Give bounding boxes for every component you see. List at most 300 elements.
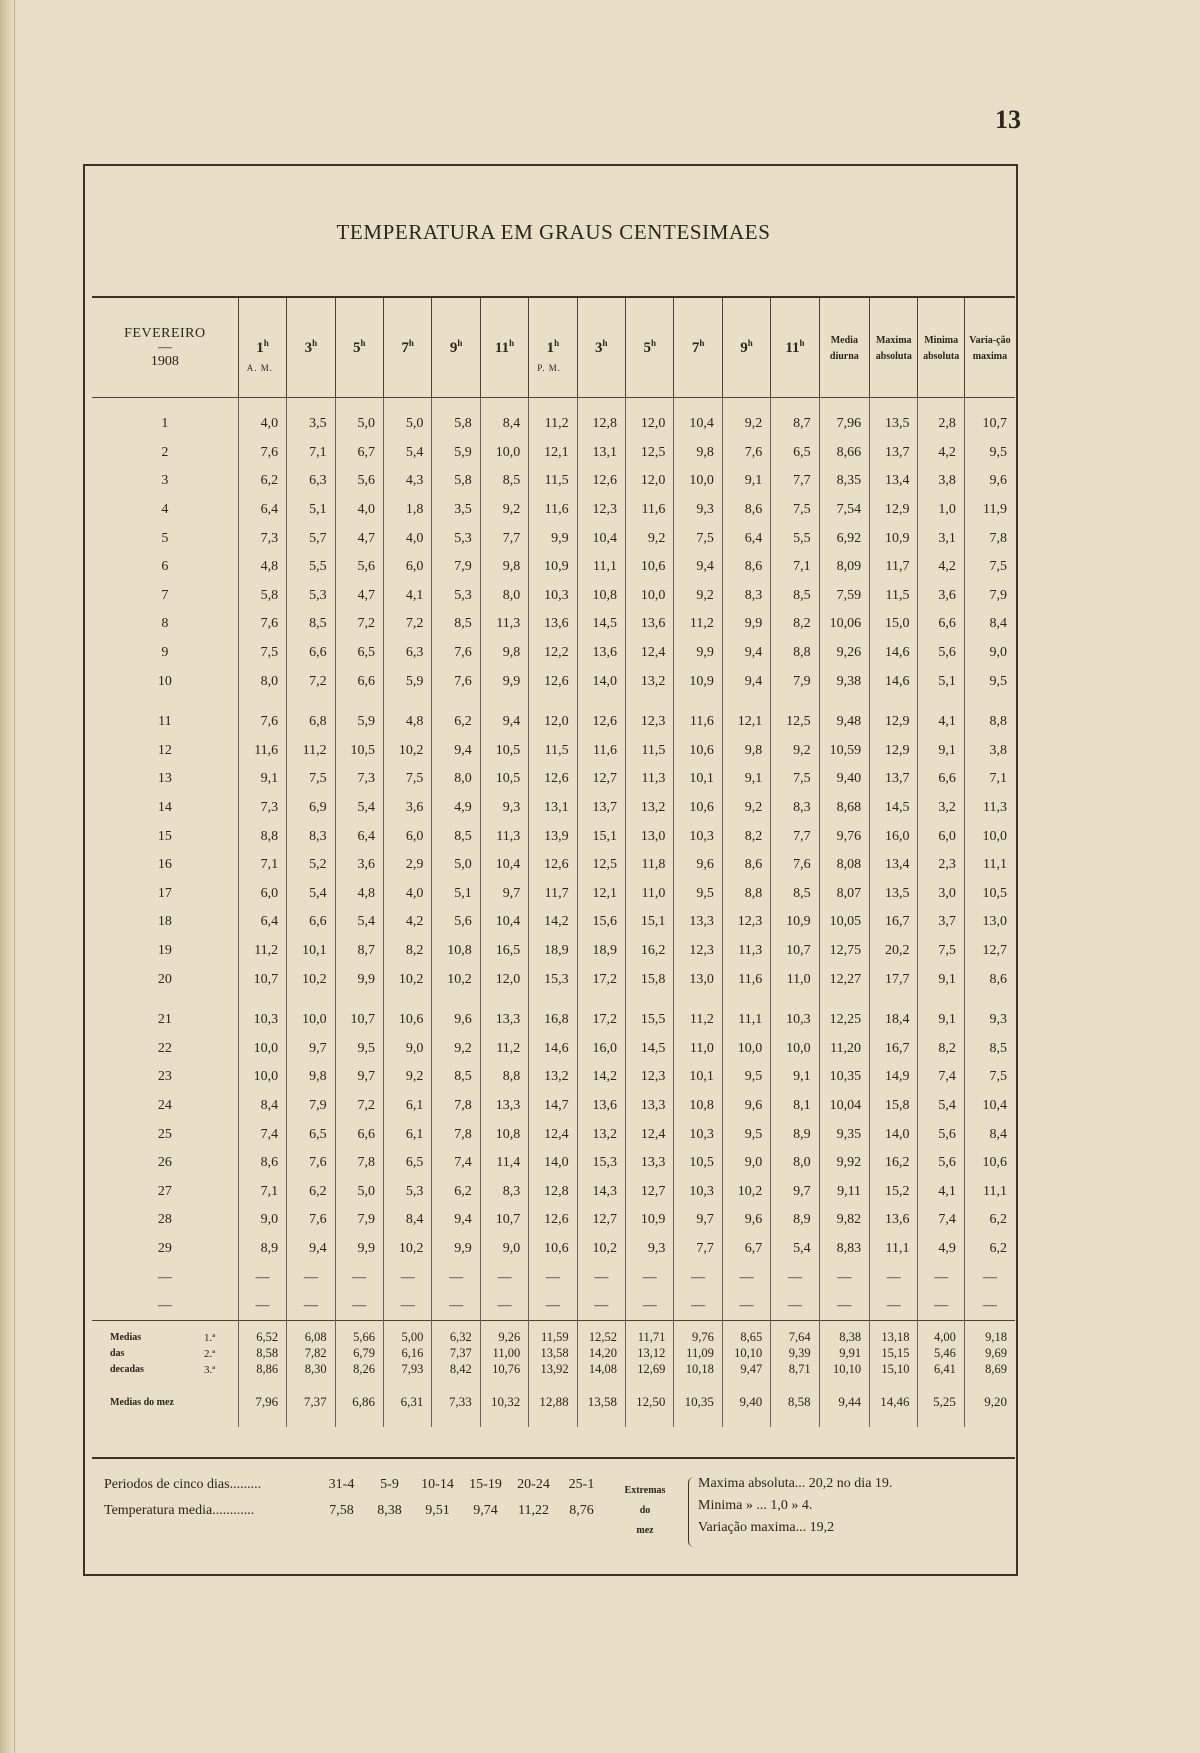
temperature-cell: 10,0 [771,1034,819,1063]
temperature-cell: 13,2 [626,794,674,823]
temp-media-value: 8,38 [377,1503,402,1518]
header-variacao-maxima: Varia-ção maxima [964,298,1015,398]
decade-mean-cell: 5,00 [383,1329,431,1345]
header-row [92,298,1015,398]
day-row [92,410,1015,439]
header-hour: 3$^h$ [287,298,335,398]
decade-mean-cell: 8,65 [722,1329,770,1345]
month-mean-cell: 13,58 [577,1377,625,1427]
page-binding-edge [0,0,15,1753]
header-hour: 11$^h$ [771,298,819,398]
temperature-cell: 9,0 [383,1034,431,1063]
temperature-cell: 1,0 [918,496,964,525]
temperature-cell: 9,2 [626,524,674,553]
temperature-cell: 13,6 [577,639,625,668]
temperature-cell: 7,1 [771,553,819,582]
temperature-cell: 8,4 [480,410,528,439]
temperature-cell: 5,0 [335,1177,383,1206]
temperature-cell: 13,3 [626,1092,674,1121]
dash-cell: — [771,1263,819,1292]
temperature-cell: 11,5 [870,582,918,611]
dash-cell: — [480,1292,528,1321]
spacer-cell [432,398,480,411]
temperature-cell: 9,9 [432,1235,480,1264]
temperature-cell: 9,6 [964,467,1015,496]
temperature-cell: 7,1 [238,851,286,880]
temperature-cell: 8,0 [771,1149,819,1178]
temperature-cell: 15,2 [870,1177,918,1206]
temperature-cell: 5,8 [432,410,480,439]
temperature-cell: 13,5 [870,410,918,439]
header-hour: 9$^h$ [432,298,480,398]
decade-mean-cell: 12,52 [577,1329,625,1345]
temperature-cell: 7,59 [819,582,869,611]
temperature-cell: 10,4 [964,1092,1015,1121]
temperature-cell: 7,5 [964,1063,1015,1092]
temperature-cell: 9,1 [918,737,964,766]
temperature-cell: 7,6 [287,1149,335,1178]
temperature-cell: 8,2 [918,1034,964,1063]
temperature-cell: 8,0 [432,765,480,794]
temperature-cell: 9,9 [335,1235,383,1264]
temperature-cell: 8,6 [722,553,770,582]
month-mean-cell: 7,33 [432,1377,480,1427]
month-mean-cell: 6,86 [335,1377,383,1427]
temperature-cell: 5,3 [432,582,480,611]
temperature-cell: 10,35 [819,1063,869,1092]
temperature-cell: 6,2 [287,1177,335,1206]
temperature-cell: 4,2 [918,439,964,468]
dash-cell: — [626,1292,674,1321]
temperature-cell: 4,8 [238,553,286,582]
day-number: 16 [157,857,172,873]
temperature-cell: 7,6 [238,708,286,737]
temperature-cell: 9,2 [480,496,528,525]
temperature-cell: 8,8 [964,708,1015,737]
temperature-cell: 8,5 [771,582,819,611]
spacer-cell [287,994,335,1006]
day-row [92,737,1015,766]
temperature-cell: 12,9 [870,737,918,766]
temperature-cell: 10,0 [238,1063,286,1092]
day-number: 15 [157,828,172,844]
temperature-cell: 9,0 [964,639,1015,668]
month-mean-cell: 7,37 [287,1377,335,1427]
decade-label [92,1345,238,1361]
decade-mean-cell: 9,69 [964,1345,1015,1361]
temperature-cell: 7,9 [432,553,480,582]
spacer-cell [771,696,819,708]
temperature-cell: 7,3 [335,765,383,794]
separator-cell [335,1321,383,1330]
separator-cell [819,1321,869,1330]
dash-cell: — [383,1292,431,1321]
decade-mean-cell: 11,09 [674,1345,722,1361]
temperature-cell: 6,2 [238,467,286,496]
temperature-cell: 11,7 [870,553,918,582]
temperature-cell: 6,3 [287,467,335,496]
temperature-cell: 9,5 [722,1063,770,1092]
temperature-cell: 10,1 [674,765,722,794]
decade-mean-cell: 8,42 [432,1361,480,1377]
temperature-cell: 9,7 [480,880,528,909]
temperature-cell: 13,3 [626,1149,674,1178]
temperature-cell: 3,0 [918,880,964,909]
temperature-cell: 10,4 [577,524,625,553]
decade-mean-cell: 6,79 [335,1345,383,1361]
temperature-cell: 13,6 [870,1206,918,1235]
page-number: 13 [995,105,1021,134]
day-row [92,1092,1015,1121]
temperature-cell: 10,2 [383,965,431,994]
separator-cell [480,1321,528,1330]
month-mean-cell: 8,58 [771,1377,819,1427]
day-row [92,908,1015,937]
temperature-cell: 10,9 [626,1206,674,1235]
dash-cell: — [722,1292,770,1321]
temperature-cell: 6,2 [964,1206,1015,1235]
temperature-cell: 7,1 [238,1177,286,1206]
temperature-cell: 13,7 [870,439,918,468]
temperature-cell: 5,4 [383,439,431,468]
month-mean-cell: 5,25 [918,1377,964,1427]
dash-cell: — [432,1292,480,1321]
dash-cell: — [771,1292,819,1321]
spacer-cell [92,994,238,1006]
temperature-cell: 5,3 [383,1177,431,1206]
header-hour: 5$^h$ [335,298,383,398]
day-row [92,1206,1015,1235]
temperature-cell: 8,0 [480,582,528,611]
month-name: FEVEREIRO [124,325,206,341]
temperature-cell: 7,6 [771,851,819,880]
temperature-cell: 11,0 [674,1034,722,1063]
temperature-cell: 5,6 [918,1120,964,1149]
temperature-cell: 5,8 [238,582,286,611]
temperature-cell: 8,5 [480,467,528,496]
decade-mean-cell: 6,32 [432,1329,480,1345]
temperature-cell: 12,25 [819,1006,869,1035]
temperature-cell: 9,9 [335,965,383,994]
header-month-year [92,298,238,398]
temperature-cell: 12,6 [529,765,577,794]
temperature-cell: 5,6 [335,553,383,582]
decade-mean-cell: 14,20 [577,1345,625,1361]
day-number: 4 [161,502,169,518]
temperature-cell: 11,5 [626,737,674,766]
temperature-cell: 12,7 [577,765,625,794]
temperature-cell: 6,5 [383,1149,431,1178]
decade-mean-cell: 8,26 [335,1361,383,1377]
separator-cell [626,1321,674,1330]
spacer-cell [918,398,964,411]
temperature-cell: 4,7 [335,524,383,553]
temperature-cell: 5,4 [918,1092,964,1121]
temperature-cell: 9,2 [722,410,770,439]
temperature-cell: 17,7 [870,965,918,994]
day-number: 29 [157,1240,172,1256]
temperature-cell: 12,1 [722,708,770,737]
day-number: 1 [161,416,169,432]
temperature-cell: 7,8 [432,1092,480,1121]
temperature-cell: 9,7 [674,1206,722,1235]
temperature-cell: 10,06 [819,610,869,639]
temperature-cell: 8,8 [480,1063,528,1092]
day-row [92,667,1015,696]
separator-cell [771,1321,819,1330]
decade-mean-cell: 6,41 [918,1361,964,1377]
temperature-cell: 16,0 [577,1034,625,1063]
spacer-cell [432,994,480,1006]
spacer-cell [480,696,528,708]
temperature-cell: 9,3 [626,1235,674,1264]
temperature-cell: 17,2 [577,965,625,994]
temperature-cell: 7,7 [771,822,819,851]
spacer-cell [480,398,528,411]
temperature-cell: 9,6 [722,1206,770,1235]
dash-cell: — [480,1263,528,1292]
temperature-cell: 5,4 [335,908,383,937]
temperature-cell: 18,9 [577,937,625,966]
temperature-cell: 13,4 [870,851,918,880]
temperature-cell: 9,82 [819,1206,869,1235]
temperature-cell: 7,3 [238,794,286,823]
temperature-cell: 3,2 [918,794,964,823]
day-number: 17 [157,885,172,901]
temperature-cell: 6,6 [287,639,335,668]
temperature-cell: 5,5 [287,553,335,582]
temperature-cell: 5,4 [335,794,383,823]
temperature-cell: 14,5 [626,1034,674,1063]
temperature-cell: 7,9 [964,582,1015,611]
month-mean-cell: 10,35 [674,1377,722,1427]
spacer-cell [870,994,918,1006]
temperature-cell: 14,0 [577,667,625,696]
day-row [92,610,1015,639]
temperature-cell: 9,5 [964,667,1015,696]
spacer-cell [674,398,722,411]
separator-cell [287,1321,335,1330]
temperature-cell: 9,1 [238,765,286,794]
temperature-cell: 13,2 [529,1063,577,1092]
temperature-cell: 7,6 [238,610,286,639]
dash-cell: — [432,1263,480,1292]
temperature-cell: 9,4 [674,553,722,582]
spacer-cell [674,994,722,1006]
temperature-cell: 5,1 [918,667,964,696]
day-row [92,708,1015,737]
temperature-cell: 7,8 [964,524,1015,553]
temperature-cell: 9,0 [238,1206,286,1235]
temperature-cell: 10,1 [287,937,335,966]
temperature-cell: 7,5 [771,496,819,525]
decade-label-text: das [110,1347,125,1359]
temperature-cell: 13,7 [577,794,625,823]
temperature-cell: 11,0 [771,965,819,994]
temperature-cell: 11,0 [626,880,674,909]
temperature-cell: 8,9 [238,1235,286,1264]
temperature-cell: 8,9 [771,1206,819,1235]
periods-values [318,1477,606,1492]
temperature-cell: 9,5 [964,439,1015,468]
temperature-cell: 7,8 [432,1120,480,1149]
decade-mean-cell: 6,08 [287,1329,335,1345]
temperature-cell: 7,7 [674,1235,722,1264]
temperature-cell: 10,6 [529,1235,577,1264]
temperature-cell: 6,4 [722,524,770,553]
temperature-cell: 5,9 [432,439,480,468]
temperature-cell: 10,5 [964,880,1015,909]
temperature-cell: 8,83 [819,1235,869,1264]
dash-cell: — [870,1292,918,1321]
temperature-cell: 9,40 [819,765,869,794]
decade-mean-cell: 7,82 [287,1345,335,1361]
temperature-cell: 10,0 [626,582,674,611]
temperature-cell: 9,9 [480,667,528,696]
temperature-cell: 13,3 [480,1006,528,1035]
temperature-cell: 8,3 [480,1177,528,1206]
temperature-cell: 12,5 [577,851,625,880]
temperature-cell: 7,6 [432,639,480,668]
temperature-cell: 10,4 [674,410,722,439]
temperature-cell: 12,2 [529,639,577,668]
dash-cell: — [674,1292,722,1321]
temperature-cell: 7,54 [819,496,869,525]
temperature-cell: 12,1 [577,880,625,909]
dash-cell: — [626,1263,674,1292]
spacer-cell [964,696,1015,708]
temperature-cell: 16,5 [480,937,528,966]
day-number: 6 [161,559,169,575]
temperature-cell: 13,1 [577,439,625,468]
month-mean-cell: 14,46 [870,1377,918,1427]
extreme-maxima: Maxima absoluta... 20,2 no dia 19. [698,1476,893,1491]
decade-mean-cell: 7,93 [383,1361,431,1377]
temperature-cell: 5,6 [918,639,964,668]
temperature-cell: 7,7 [480,524,528,553]
temperature-cell: 9,2 [674,582,722,611]
decade-mean-cell: 5,46 [918,1345,964,1361]
temperature-cell: 9,5 [722,1120,770,1149]
header-media-diurna: Media diurna [819,298,869,398]
temperature-cell: 11,2 [529,410,577,439]
temperature-cell: 10,9 [870,524,918,553]
temperature-cell: 7,8 [335,1149,383,1178]
month-mean-cell: 12,88 [529,1377,577,1427]
spacer-cell [335,994,383,1006]
spacer-cell [335,696,383,708]
temperature-cell: 7,5 [383,765,431,794]
dash-cell: — [964,1292,1015,1321]
spacer-cell [771,994,819,1006]
temperature-cell: 15,0 [870,610,918,639]
temperature-cell: 10,2 [287,965,335,994]
temperature-cell: 10,6 [964,1149,1015,1178]
temperature-cell: 8,5 [432,822,480,851]
temperature-cell: 10,5 [480,765,528,794]
temperature-cell: 6,6 [287,908,335,937]
day-row [92,880,1015,909]
day-number: 7 [161,587,169,603]
temperature-cell: 8,6 [722,851,770,880]
temperature-cell: 10,0 [287,1006,335,1035]
temperature-cell: 12,1 [529,439,577,468]
spacer-cell [529,398,577,411]
temperature-cell: 6,2 [964,1235,1015,1264]
temperature-cell: 9,8 [480,553,528,582]
month-separator: — [157,339,172,355]
decade-mean-cell: 8,86 [238,1361,286,1377]
temperature-cell: 4,0 [383,880,431,909]
month-mean-cell: 6,31 [383,1377,431,1427]
separator-cell [383,1321,431,1330]
temperature-cell: 14,0 [870,1120,918,1149]
spacer-cell [819,398,869,411]
temperature-cell: 9,5 [335,1034,383,1063]
temperature-cell: 3,6 [383,794,431,823]
spacer-cell [238,994,286,1006]
periods-row [104,1477,606,1493]
temperature-cell: 12,4 [529,1120,577,1149]
temperature-cell: 4,2 [918,553,964,582]
decade-mean-cell: 11,00 [480,1345,528,1361]
temperature-cell: 6,1 [383,1092,431,1121]
day-number: 22 [157,1040,172,1056]
temp-media-label: Temperatura media............ [104,1503,255,1518]
dash-cell: — [287,1263,335,1292]
spacer-cell [238,398,286,411]
temperature-cell: 8,5 [964,1034,1015,1063]
temp-media-value: 8,76 [569,1503,594,1518]
header-hour: 9$^h$ [722,298,770,398]
temperature-cell: 9,2 [722,794,770,823]
decade-mean-cell: 9,76 [674,1329,722,1345]
period-value: 10-14 [421,1477,454,1492]
temperature-cell: 9,3 [964,1006,1015,1035]
decade-mean-row [92,1361,1015,1377]
temperature-cell: 9,8 [480,639,528,668]
temperature-cell: 5,4 [771,1235,819,1264]
dash-cell: — [383,1263,431,1292]
decade-mean-cell: 13,12 [626,1345,674,1361]
temperature-cell: 6,2 [432,708,480,737]
temperature-cell: 7,2 [287,667,335,696]
temperature-cell: 7,5 [287,765,335,794]
temperature-cell: 8,7 [771,410,819,439]
temp-media-value: 7,58 [329,1503,354,1518]
day-number: 14 [157,800,172,816]
temperature-cell: 4,3 [383,467,431,496]
temperature-cell: 11,2 [674,610,722,639]
temperature-cell: 6,6 [335,1120,383,1149]
extremes-brace [688,1477,695,1547]
day-number: 20 [157,971,172,987]
month-mean-cell: 9,20 [964,1377,1015,1427]
pm-label: P. M. [537,363,561,373]
decade-mean-cell: 11,59 [529,1329,577,1345]
decade-mean-row [92,1345,1015,1361]
dash-cell: — [918,1292,964,1321]
temperature-cell: 10,9 [674,667,722,696]
temp-media-value: 11,22 [518,1503,549,1518]
temperature-cell: 11,3 [480,610,528,639]
temperature-cell: 8,0 [238,667,286,696]
decade-mean-row [92,1329,1015,1345]
temperature-cell: 18,4 [870,1006,918,1035]
dash-cell: — [819,1263,869,1292]
temperature-cell: 16,2 [870,1149,918,1178]
temperature-cell: 7,2 [335,1092,383,1121]
